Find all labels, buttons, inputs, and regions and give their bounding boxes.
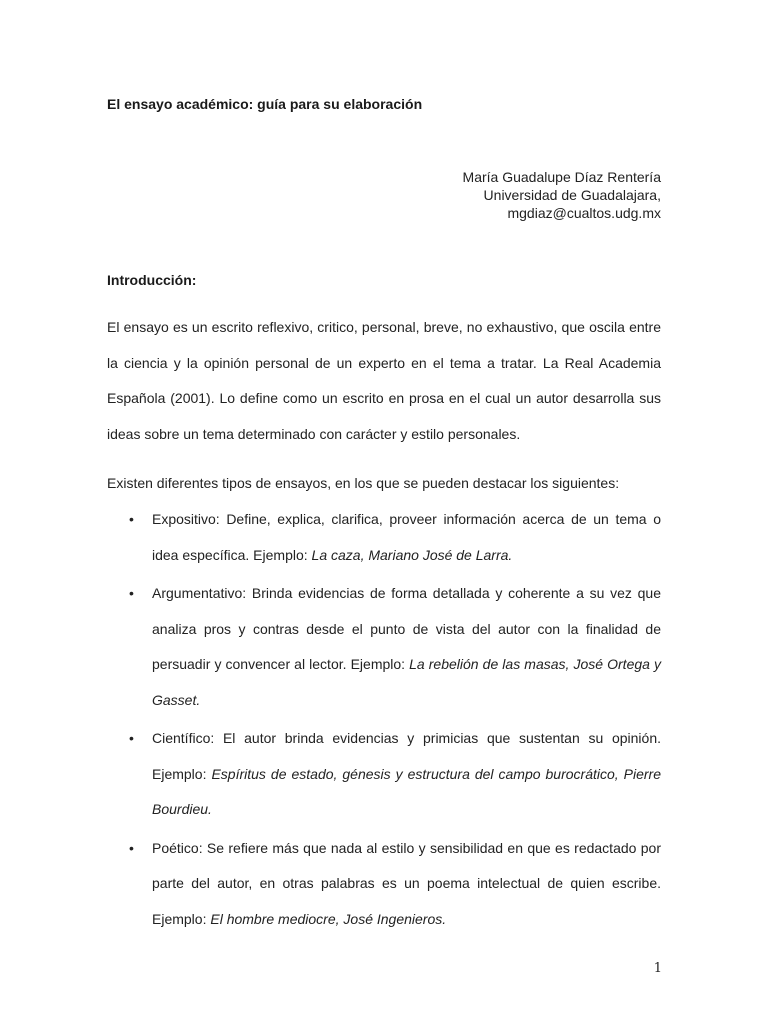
list-item-text: Expositivo: Define, explica, clarifica, proveer información acerca de un tema o idea específica. Ejemplo: [152,511,661,563]
essay-types-list [107,502,661,940]
bullet-icon: • [129,839,134,856]
document-title: El ensayo académico: guía para su elaboración [107,96,423,112]
list-item-example: Espíritus de estado, génesis y estructura del campo burocrático, Pierre Bourdieu. [152,765,662,817]
intro-paragraph: El ensayo es un escrito reflexivo, critico, personal, breve, no exhaustivo, que oscila entre la ciencia y la opinión personal de un experto en el tema a tratar. La Real Academia Española (2001). Lo define como un escrito en prosa en el cual un autor desarrolla sus ideas sobre un tema determinado con carácter y estilo personales. [107,319,661,442]
list-item [107,576,661,718]
author-affiliation: Universidad de Guadalajara, [483,187,661,203]
bullet-icon: • [129,730,134,746]
author-email: mgdiaz@cualtos.udg.mx [507,205,661,221]
page-number: 1 [653,961,662,976]
list-item-example: La rebelión de las masas, José Ortega y Gasset. [152,656,661,708]
list-item [107,721,661,828]
list-item-text: Científico: El autor brinda evidencias y primicias que sustentan su opinión. Ejemplo: [152,730,661,782]
author-block [463,168,661,222]
bullet-icon: • [129,585,134,601]
bullet-icon: • [129,511,134,527]
list-item [107,502,661,573]
list-item-text: Poético: Se refiere más que nada al estilo y sensibilidad en que es redactado por parte del autor, en otras palabras es un poema intelectual de quien escribe. Ejemplo: [152,839,661,927]
list-item-example: El hombre mediocre, José Ingenieros. [210,910,447,927]
author-name: María Guadalupe Díaz Rentería [462,169,661,185]
list-item-example: La caza, Mariano José de Larra. [311,546,513,563]
types-paragraph: Existen diferentes tipos de ensayos, en los que se pueden destacar los siguientes: [107,475,620,491]
section-heading-introduccion: Introducción: [107,272,197,288]
list-item-text: Argumentativo: Brinda evidencias de forma detallada y coherente a su vez que analiza pros y contras desde el punto de vista del autor con la finalidad de persuadir y convencer al lector. Ejemplo: [152,585,661,672]
list-item [107,831,661,938]
